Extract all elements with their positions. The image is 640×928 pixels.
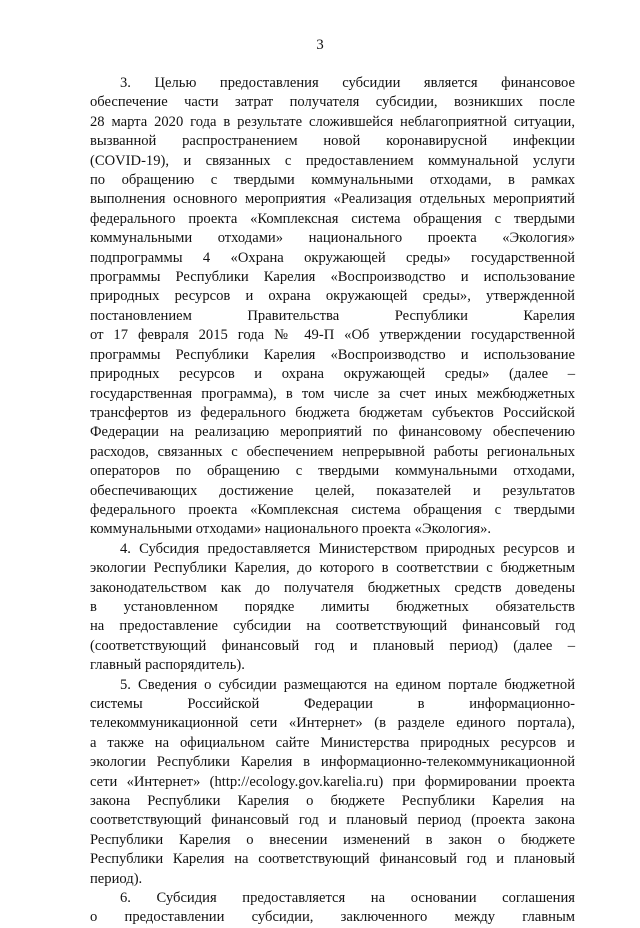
text-line: законодательством как до получателя бюджетных средств доведены [90,579,575,596]
text-line: главный распорядитель). [90,657,245,674]
text-line: Федерации на реализацию мероприятий по финансовому обеспечению [90,424,575,441]
text-line: в установленном порядке лимиты бюджетных обязательств [90,598,575,615]
text-line: операторов по обращению с твердыми коммунальными отходами, [90,463,575,480]
text-line: вызванной распространением новой коронавирусной инфекции [90,133,575,150]
document-body [90,74,575,928]
paragraph [90,540,575,676]
text-line: программы Республики Карелия «Воспроизводство и использование [90,346,575,363]
text-line: закона Республики Карелия о бюджете Республики Карелия на [90,793,575,810]
text-line: государственная программа), в том числе за счет иных межбюджетных [90,385,575,402]
text-line: природных ресурсов и охрана окружающей среды», утвержденной [90,288,575,305]
text-line: коммунальными отходами» национального проекта «Экология» [90,230,575,247]
text-line: природных ресурсов и охрана окружающей среды» (далее – [90,366,575,383]
text-line: (COVID-19), и связанных с предоставлением коммунальной услуги [90,152,575,169]
text-line: федерального проекта «Комплексная система обращения с твердыми [90,501,575,518]
text-line: соответствующий финансовый год и плановый период (проекта закона [90,812,575,829]
text-line: на предоставление субсидии на соответствующий финансовый год [90,618,575,635]
page-number: 3 [316,37,324,53]
text-line: период). [90,870,143,887]
paragraph [90,676,575,889]
text-line: программы Республики Карелия «Воспроизводство и использование [90,269,575,286]
text-line: постановлением Правительства Республики Карелия [90,307,575,324]
text-line: а также на официальном сайте Министерства природных ресурсов и [90,734,575,751]
text-line: 3. Целью предоставления субсидии является финансовое [120,75,575,91]
text-line: Республики Карелия о внесении изменений в закон о бюджете [90,831,575,848]
text-line: обеспечение части затрат получателя субсидии, возникших после [90,94,575,111]
text-line: Республики Карелия на соответствующий финансовый год и плановый [90,851,575,868]
text-line: 4. Субсидия предоставляется Министерством природных ресурсов и [120,540,575,557]
text-line: системы Российской Федерации в информационно- [90,696,575,712]
text-line: (соответствующий финансовый год и плановый период) (далее – [90,637,575,654]
text-line: коммунальными отходами» национального проекта «Экология». [90,521,492,538]
text-line: о предоставлении субсидии, заключенного между главным [90,909,575,926]
text-line: трансфертов из федерального бюджета бюджетам субъектов Российской [90,404,575,421]
text-line: 5. Сведения о субсидии размещаются на едином портале бюджетной [120,676,575,693]
text-line: экологии Республики Карелия в информационно-телекоммуникационной [90,754,575,771]
text-line: телекоммуникационной сети «Интернет» (в разделе единого портала), [90,715,575,732]
text-line: выполнения основного мероприятия «Реализация отдельных мероприятий [90,191,575,208]
paragraph [90,889,575,928]
text-line: сети «Интернет» (http://ecology.gov.karelia.ru) при формировании проекта [90,773,575,790]
paragraph [90,74,575,540]
text-line: 6. Субсидия предоставляется на основании соглашения [120,890,575,907]
text-line: федерального проекта «Комплексная система обращения с твердыми [90,210,575,227]
text-line: от 17 февраля 2015 года № 49-П «Об утверждении государственной [90,327,575,344]
text-line: подпрограммы 4 «Охрана окружающей среды» государственной [90,249,575,266]
text-line: 28 марта 2020 года в результате сложившейся неблагоприятной ситуации, [90,113,575,130]
text-line: экологии Республики Карелия, до которого в соответствии с бюджетным [90,560,575,577]
text-line: расходов, связанных с обеспечением непрерывной работы региональных [90,443,575,460]
text-line: обеспечивающих достижение целей, показателей и результатов [90,482,575,499]
text-line: по обращению с твердыми коммунальными отходами, в рамках [90,172,575,189]
